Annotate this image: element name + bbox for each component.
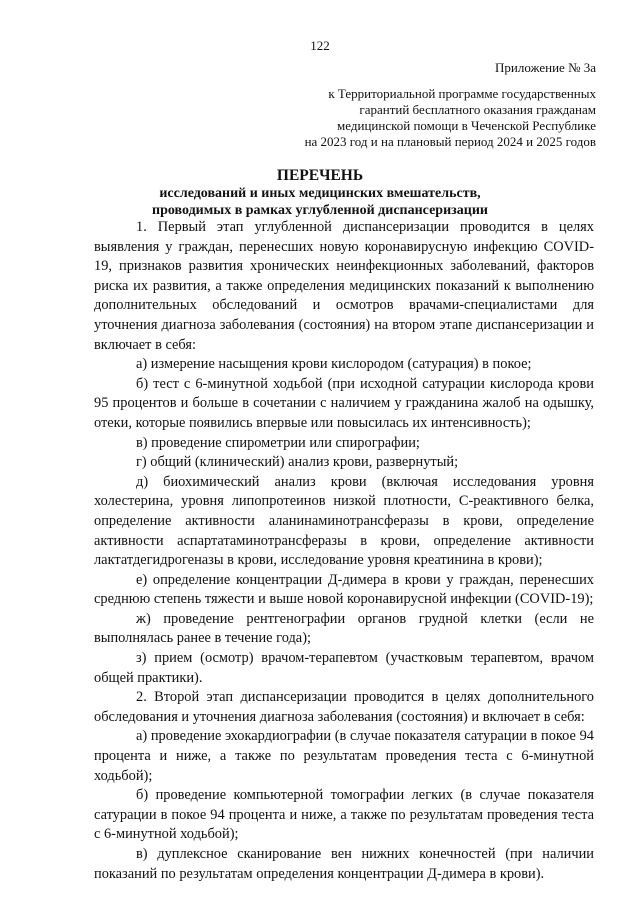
paragraph-stage-1-intro: 1. Первый этап углубленной диспансеризации проводится в целях выявления у граждан, перенесших новую коронавирусную инфекцию COVID-19, признаков развития хронических неинфекционных заболеваний, факторов риска их развития, а также определения медицинских показаний к выполнению дополнительных обследований и осмотров врачами-специалистами для уточнения диагноза заболевания (состояния) на втором этапе диспансеризации и включает в себя: (94, 219, 594, 353)
list-item: а) измерение насыщения крови кислородом (сатурация) в покое; (136, 356, 532, 373)
list-item: в) дуплексное сканирование вен нижних конечностей (при наличии показаний по результатам определения концентрации Д-димера в крови). (94, 846, 594, 882)
paragraph-stage-2-intro: 2. Второй этап диспансеризации проводится в целях дополнительного обследования и уточнения диагноза заболевания (состояния) и включает в себя: (94, 689, 594, 725)
appendix-line: к Территориальной программе государственных (328, 86, 596, 101)
document-body (94, 218, 594, 884)
list-item: г) общий (клинический) анализ крови, развернутый; (136, 454, 459, 471)
list-item: е) определение концентрации Д-димера в крови у граждан, перенесших среднюю степень тяжести и выше новой коронавирусной инфекции (COVID-19); (94, 571, 594, 608)
list-item: б) тест с 6-минутной ходьбой (при исходной сатурации кислорода крови 95 процентов и больше в сочетании с наличием у гражданина жалоб на одышку, отеки, которые появились впервые или повысилась их интенсивность); (94, 375, 594, 431)
subheading-line: исследований и иных медицинских вмешательств, (159, 186, 481, 201)
appendix-block (236, 60, 596, 150)
list-item: д) биохимический анализ крови (включая исследования уровня холестерина, уровня липопротеинов низкой плотности, С-реактивного белка, определение активности аланинаминотрансферазы в крови, определение активности аспартатаминотрансферазы в крови, определение активности лактатдегидрогеназы в крови, исследование уровня креатинина в крови); (94, 473, 594, 569)
page-number: 122 (310, 38, 330, 53)
document-heading: ПЕРЕЧЕНЬ (276, 167, 364, 184)
appendix-line: на 2023 год и на плановый период 2024 и 2025 годов (304, 134, 596, 149)
list-item: б) проведение компьютерной томографии легких (в случае показателя сатурации в покое 94 процента и ниже, а также по результатам проведения теста с 6-минутной ходьбой); (94, 787, 594, 843)
appendix-title: Приложение № 3а (495, 60, 596, 75)
appendix-line: медицинской помощи в Чеченской Республике (337, 118, 596, 133)
list-item: а) проведение эхокардиографии (в случае показателя сатурации в покое 94 процента и ниже, а также по результатам проведения теста с 6-минутной ходьбой); (94, 728, 594, 784)
list-item: з) прием (осмотр) врачом-терапевтом (участковым терапевтом, врачом общей практики). (94, 650, 594, 686)
list-item: ж) проведение рентгенографии органов грудной клетки (если не выполнялась ранее в течение года); (94, 610, 594, 647)
document-subheading (0, 185, 640, 219)
list-item: в) проведение спирометрии или спирографии; (136, 434, 420, 451)
appendix-line: гарантий бесплатного оказания гражданам (359, 102, 596, 117)
subheading-line: проводимых в рамках углубленной диспансеризации (152, 203, 488, 218)
